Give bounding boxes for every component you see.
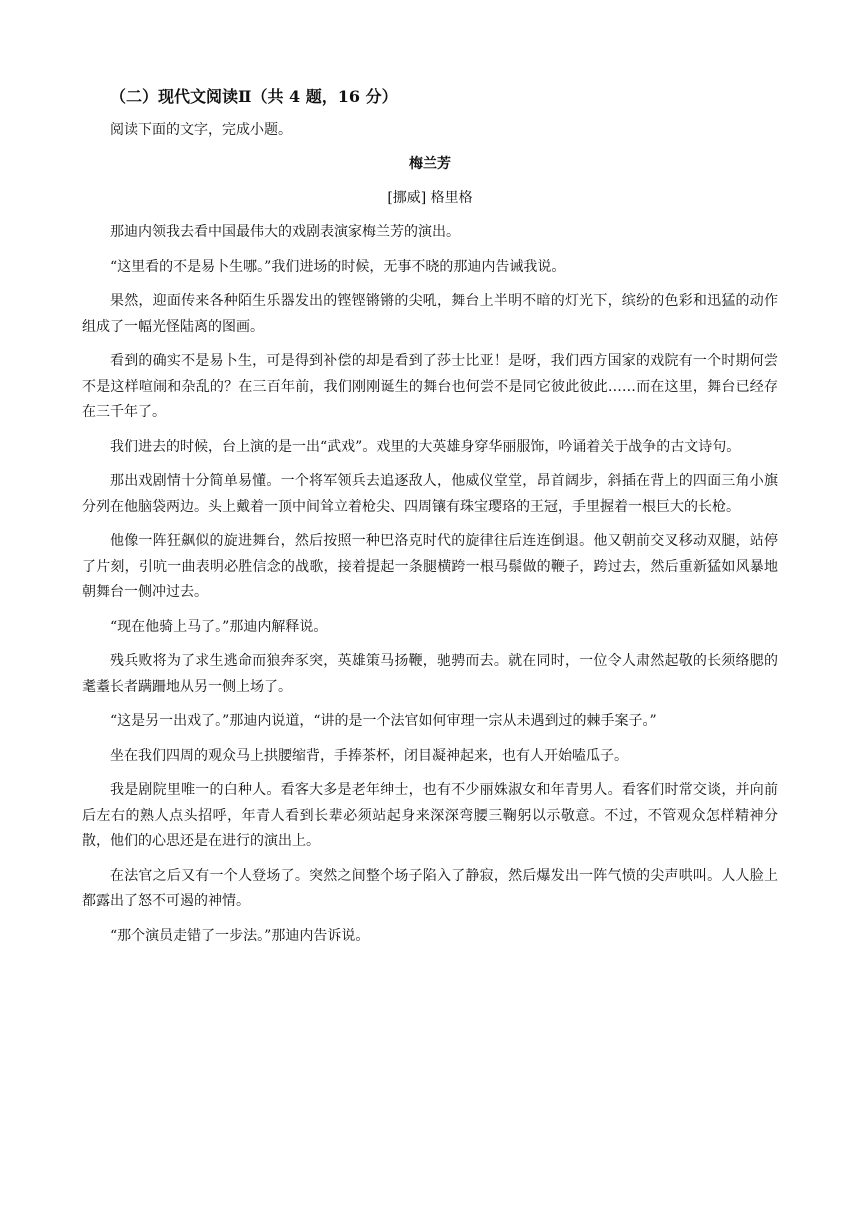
- paragraph: “这是另一出戏了。”那迪内说道，“讲的是一个法官如何审理一宗从未遇到过的棘手案子。”: [110, 713, 657, 729]
- reading-instruction: 阅读下面的文字，完成小题。: [110, 122, 292, 138]
- paragraph: 坐在我们四周的观众马上拱腰缩背，手捧茶杯，闭目凝神起来，也有人开始嗑瓜子。: [110, 747, 628, 764]
- paragraph: 在法官之后又有一个人登场了。突然之间整个场子陷入了静寂，然后爆发出一阵气愤的尖声哄叫。人人脸上都露出了怒不可遏的神情。: [82, 867, 778, 909]
- paragraph: “这里看的不是易卜生哪。”我们进场的时候，无事不晓的那迪内告诫我说。: [110, 258, 566, 275]
- paragraph: 那出戏剧情十分简单易懂。一个将军领兵去追逐敌人，他威仪堂堂，昂首阔步，斜插在背上的四面三角小旗分列在他脑袋两边。头上戴着一顶中间耸立着枪尖、四周镶有珠宝璎珞的王冠，手里握着一根巨大的长枪。: [82, 473, 778, 515]
- article-body: [82, 220, 778, 958]
- paragraph: 残兵败将为了求生逃命而狼奔豕突，英雄策马扬鞭，驰骋而去。就在同时，一位令人肃然起敬的长须络腮的耄耋长者蹒跚地从另一侧上场了。: [82, 653, 778, 695]
- paragraph: 那迪内领我去看中国最伟大的戏剧表演家梅兰芳的演出。: [110, 224, 460, 240]
- paragraph: 我是剧院里唯一的白种人。看客大多是老年绅士，也有不少丽姝淑女和年青男人。看客们时常交谈，并向前后左右的熟人点头招呼，年青人看到长辈必须站起身来深深弯腰三鞠躬以示敬意。不过，不管观众怎样精神分散，他们的心思还是在进行的演出上。: [82, 782, 778, 849]
- section-heading: （二）现代文阅读Ⅱ（共 4 题，16 分）: [110, 87, 398, 106]
- paragraph: 果然，迎面传来各种陌生乐器发出的铿铿锵锵的尖吼，舞台上半明不暗的灯光下，缤纷的色彩和迅猛的动作组成了一幅光怪陆离的图画。: [82, 293, 778, 335]
- paragraph: “那个演员走错了一步法。”那迪内告诉说。: [110, 927, 370, 944]
- article-title: 梅兰芳: [409, 156, 451, 172]
- article-author: [挪威] 格里格: [387, 190, 473, 206]
- paragraph: 他像一阵狂飙似的旋进舞台，然后按照一种巴洛克时代的旋律往后连连倒退。他又朝前交叉移动双腿，站停了片刻，引吭一曲表明必胜信念的战歌，接着提起一条腿横跨一根马鬃做的鞭子，跨过去，然后重新猛如风暴地朝舞台一侧冲过去。: [82, 533, 778, 600]
- paragraph: 我们进去的时候，台上演的是一出“武戏”。戏里的大英雄身穿华丽服饰，吟诵着关于战争的古文诗句。: [110, 438, 741, 455]
- paragraph: “现在他骑上马了。”那迪内解释说。: [110, 618, 328, 635]
- paragraph: 看到的确实不是易卜生，可是得到补偿的却是看到了莎士比亚！是呀，我们西方国家的戏院有一个时期何尝不是这样喧闹和杂乱的？在三百年前，我们刚刚诞生的舞台也何尝不是同它彼此彼此……而在这里，舞台已经存在三千年了。: [82, 353, 778, 420]
